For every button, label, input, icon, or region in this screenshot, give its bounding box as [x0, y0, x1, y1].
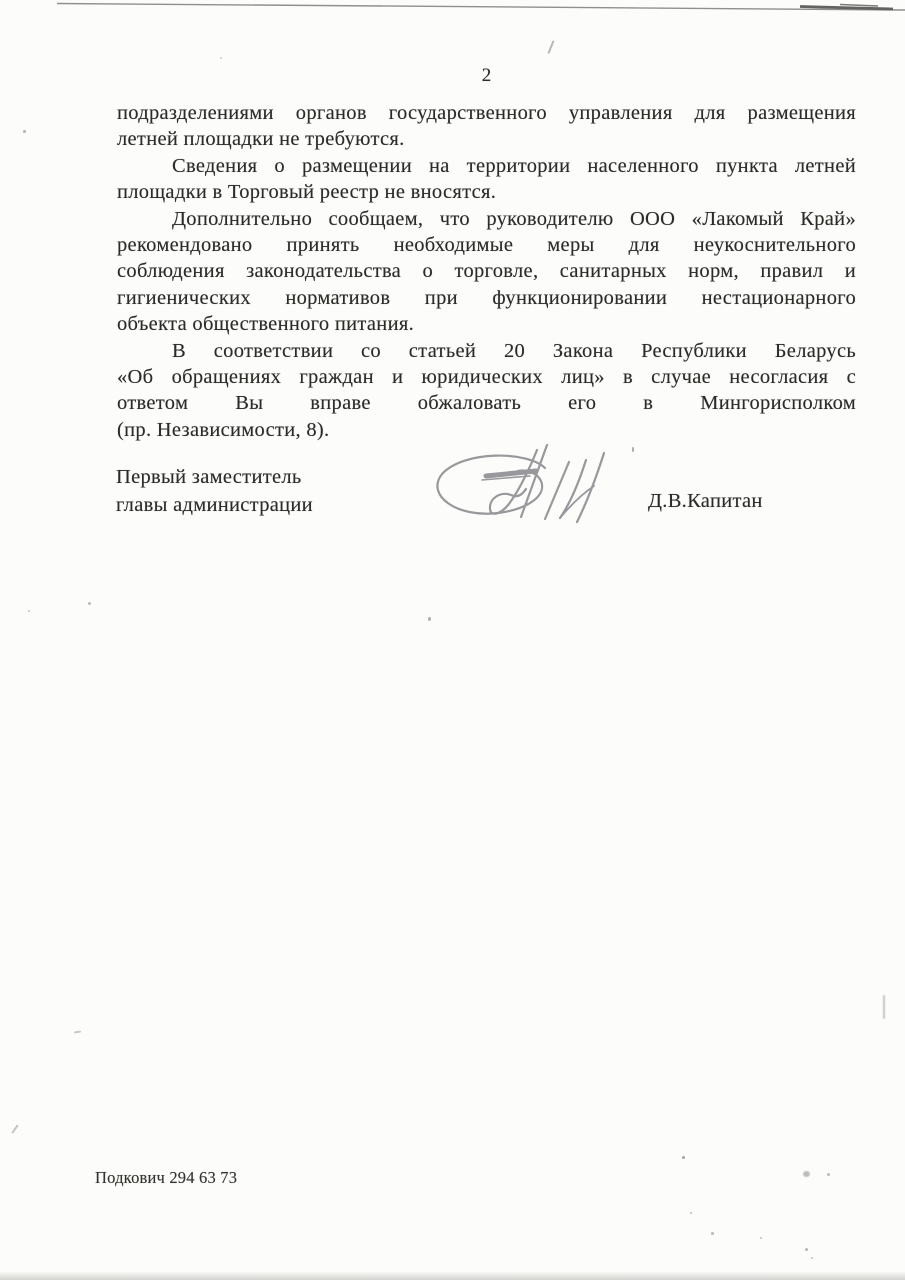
text-line: Дополнительно сообщаем, что руководителю ООО «Лакомый Край» — [172, 207, 856, 230]
scan-speckle — [547, 40, 554, 54]
scan-speckle — [811, 1257, 813, 1259]
text-line: подразделениями органов государственного управления для размещения — [117, 102, 856, 124]
scan-speckle — [632, 447, 634, 452]
signer-name: Д.В.Капитан — [648, 490, 763, 512]
scan-speckle — [28, 610, 30, 612]
signature-block-title — [116, 464, 313, 519]
scan-speckle — [760, 1237, 762, 1239]
executor-contact: Подкович 294 63 73 — [95, 1168, 238, 1187]
text-line: гигиенических нормативов при функционировании нестационарного — [117, 286, 856, 309]
scan-speckle — [220, 57, 222, 59]
text-line: ответом Вы вправе обжаловать его в Мингорисполком — [117, 392, 856, 415]
text-line: объекта общественного питания. — [117, 313, 414, 336]
scan-speckle — [88, 602, 91, 605]
scan-speckle — [805, 1248, 808, 1251]
paragraph — [117, 338, 856, 444]
letter-body — [117, 100, 856, 443]
paragraph — [117, 100, 856, 153]
scan-speckle — [682, 1156, 685, 1159]
scan-speckle — [428, 617, 431, 621]
scan-smudge — [883, 995, 885, 1019]
page-number: 2 — [481, 65, 492, 86]
text-line: (пр. Независимости, 8). — [117, 418, 330, 441]
text-line: летней площадки не требуются. — [117, 128, 405, 151]
scan-speckle — [11, 1124, 18, 1133]
handwritten-signature-icon — [428, 438, 658, 556]
paragraph — [117, 153, 856, 206]
signer-position-line: главы администрации — [116, 493, 313, 516]
scan-speckle — [803, 1171, 810, 1177]
text-line: соблюдения законодательства о торговле, санитарных норм, правил и — [117, 260, 856, 283]
text-line: площадки в Торговый реестр не вносятся. — [117, 181, 497, 204]
scan-speckle — [827, 1173, 830, 1176]
scan-top-edge-line — [0, 0, 905, 16]
text-line: В соответствии со статьей 20 Закона Республики Беларусь — [172, 339, 856, 362]
scan-speckle — [690, 1212, 692, 1214]
text-line: рекомендовано принять необходимые меры для неукоснительного — [117, 234, 856, 257]
text-line: Сведения о размещении на территории населенного пункта летней — [172, 154, 856, 177]
text-line: «Об обращениях граждан и юридических лиц» в случае несогласия с — [117, 366, 856, 389]
scan-speckle — [711, 1232, 714, 1235]
paragraph — [117, 206, 856, 338]
scan-speckle — [23, 130, 26, 133]
scan-bottom-edge — [0, 1271, 905, 1280]
signer-position-line: Первый заместитель — [116, 466, 302, 488]
scan-speckle — [74, 1031, 81, 1034]
